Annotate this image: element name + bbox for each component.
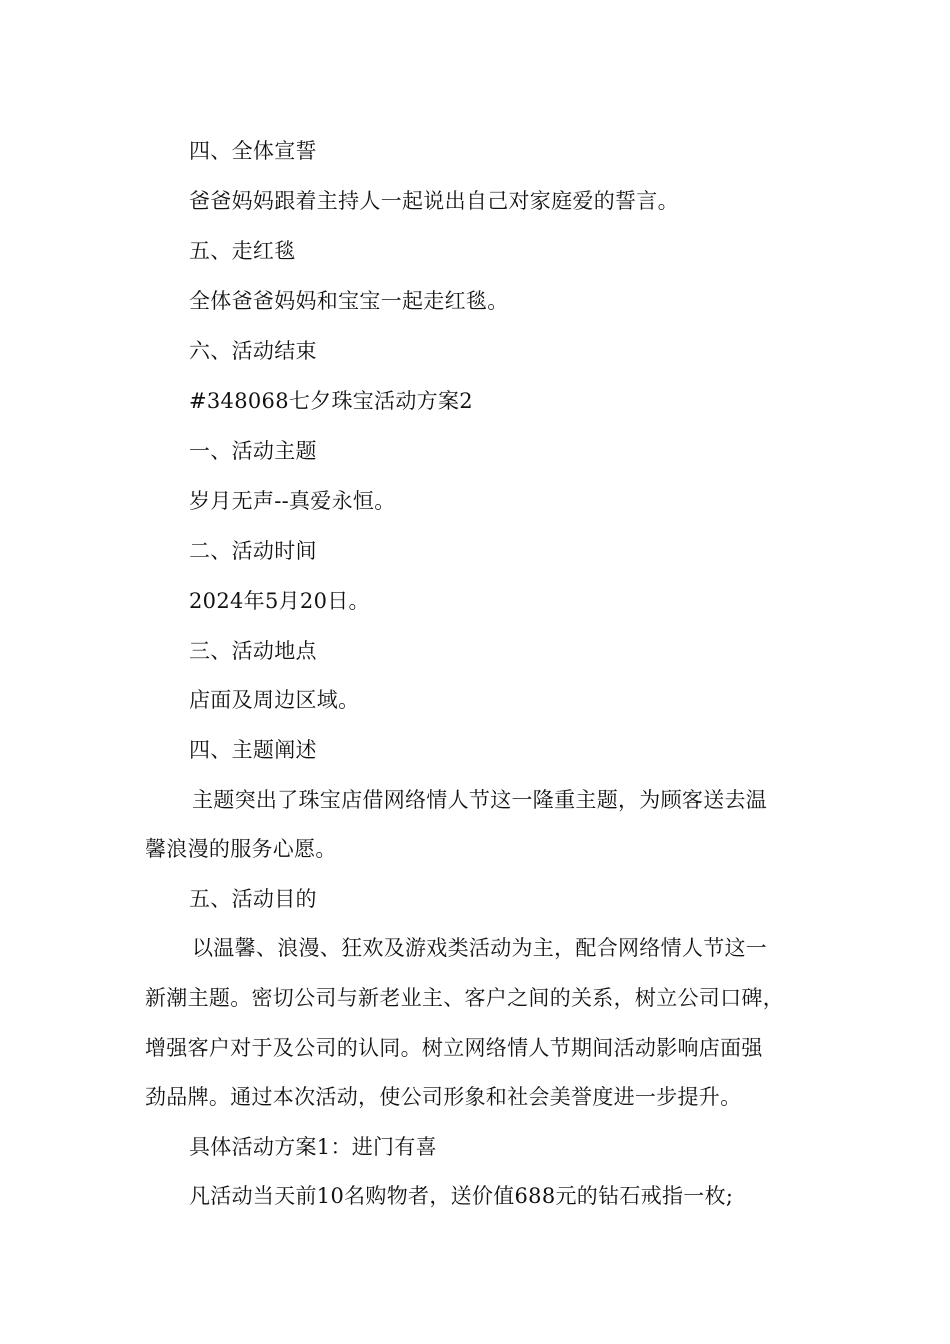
paragraph-line: 2024年5月20日。 — [189, 589, 370, 613]
section-heading: 四、主题阐述 — [189, 738, 317, 762]
section-heading: 具体活动方案1：进门有喜 — [189, 1135, 437, 1159]
section-heading: 五、走红毯 — [189, 239, 296, 263]
paragraph-line: 全体爸爸妈妈和宝宝一起走红毯。 — [189, 289, 509, 313]
paragraph-line: 爸爸妈妈跟着主持人一起说出自己对家庭爱的誓言。 — [189, 189, 679, 213]
paragraph-line: 凡活动当天前10名购物者，送价值688元的钻石戒指一枚; — [189, 1184, 734, 1208]
paragraph-line: 馨浪漫的服务心愿。 — [145, 837, 337, 861]
paragraph-line: 岁月无声--真爱永恒。 — [189, 489, 396, 513]
paragraph-line: 劲品牌。通过本次活动，使公司形象和社会美誉度进一步提升。 — [145, 1085, 742, 1109]
paragraph-line: 主题突出了珠宝店借网络情人节这一隆重主题，为顾客送去温 — [192, 788, 768, 812]
paragraph-line: 以温馨、浪漫、狂欢及游戏类活动为主，配合网络情人节这一 — [192, 936, 768, 960]
section-heading: 三、活动地点 — [189, 639, 317, 663]
paragraph-line: 增强客户对于及公司的认同。树立网络情人节期间活动影响店面强 — [145, 1036, 763, 1060]
paragraph-line: 店面及周边区域。 — [189, 688, 360, 712]
section-heading: 一、活动主题 — [189, 439, 317, 463]
section-heading: 二、活动时间 — [189, 539, 317, 563]
section-heading: 四、全体宣誓 — [189, 139, 317, 163]
paragraph-line: 新潮主题。密切公司与新老业主、客户之间的关系，树立公司口碑， — [145, 986, 784, 1010]
section-heading: 六、活动结束 — [189, 339, 317, 363]
section-heading: 五、活动目的 — [189, 887, 317, 911]
document-title: #348068七夕珠宝活动方案2 — [189, 389, 473, 413]
